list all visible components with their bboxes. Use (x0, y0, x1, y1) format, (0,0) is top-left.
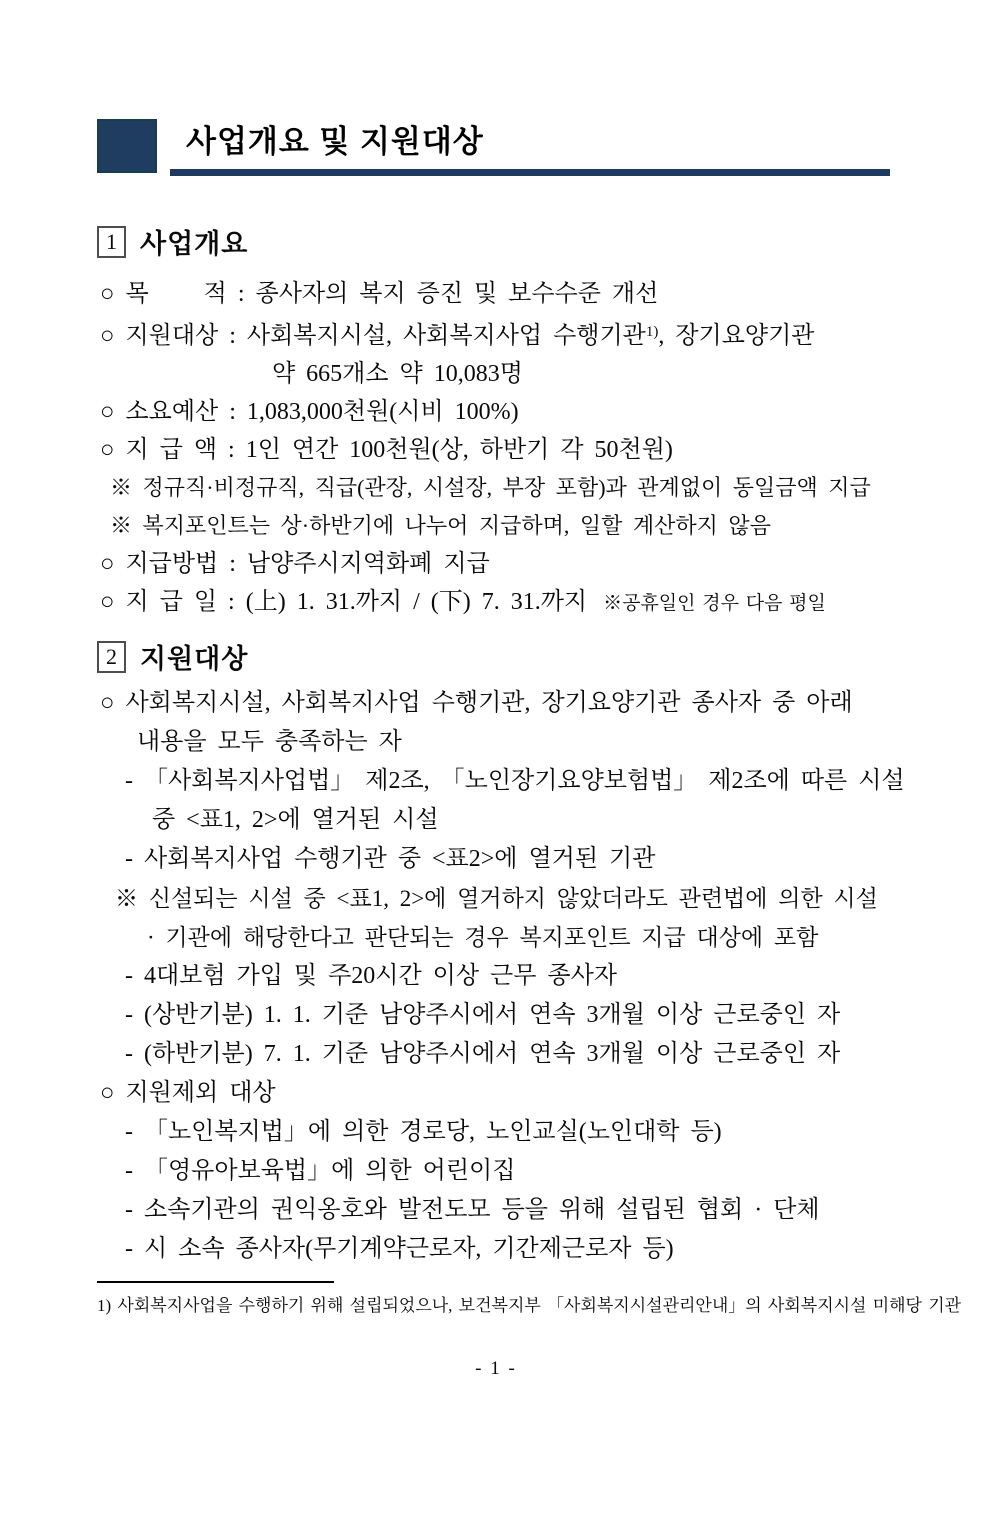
line-amount: ○ 지 급 액 : 1인 연간 100천원(상, 하반기 각 50천원) (100, 437, 673, 463)
page-number: - 1 - (475, 1358, 517, 1379)
header-underline (170, 169, 890, 176)
line-exclusion-3: - 소속기관의 권익옹호와 발전도모 등을 위해 설립된 협회 · 단체 (125, 1197, 820, 1223)
line-note-split-pay: ※ 복지포인트는 상·하반기에 나누어 지급하며, 일할 계산하지 않음 (110, 513, 771, 538)
section2-body (0, 684, 992, 1269)
line-support-target (0, 313, 992, 355)
line-support-target-tail: , 장기요양기관 (658, 323, 815, 349)
line-support-target-text: ○ 지원대상 : 사회복지시설, 사회복지사업 수행기관 (100, 323, 646, 349)
document-header (0, 118, 992, 176)
line-budget: ○ 소요예산 : 1,083,000천원(시비 100%) (100, 399, 519, 425)
line-exclusion-2: - 「영유아보육법」에 의한 어린이집 (125, 1158, 516, 1184)
header-accent-square (97, 119, 157, 173)
section2-number-box: 2 (97, 641, 126, 673)
line-exclusion-1: - 「노인복지법」에 의한 경로당, 노인교실(노인대학 등) (125, 1119, 722, 1145)
line-purpose: ○ 목 적 : 종사자의 복지 증진 및 보수수준 개선 (100, 281, 659, 307)
line-pay-date-text: ○ 지 급 일 : (上) 1. 31.까지 / (下) 7. 31.까지 (100, 589, 588, 615)
line-pay-date (0, 583, 992, 623)
line-insurance: - 4대보험 가입 및 주20시간 이상 근무 종사자 (125, 963, 617, 989)
line-note-equal-pay: ※ 정규직·비정규직, 직급(관장, 시설장, 부장 포함)과 관계없이 동일금액 지급 (110, 475, 871, 500)
section1-number-box: 1 (97, 226, 126, 258)
section1-heading (97, 222, 992, 261)
page-title: 사업개요 및 지원대상 (186, 124, 484, 159)
section2-heading (97, 637, 992, 676)
line-intro-1: ○ 사회복지시설, 사회복지사업 수행기관, 장기요양기관 종사자 중 아래 (100, 690, 853, 716)
line-support-target-cont: 약 665개소 약 10,083명 (272, 361, 523, 387)
line-note-new-facility: ※ 신설되는 시설 중 <표1, 2>에 열거하지 않았더라도 관련법에 의한 시설 (115, 886, 878, 911)
line-facility-law: - 「사회복지사업법」 제2조, 「노인장기요양보험법」 제2조에 따른 시설 (125, 768, 905, 794)
line-pay-method: ○ 지급방법 : 남양주시지역화폐 지급 (100, 551, 490, 577)
line-second-half: - (하반기분) 7. 1. 기준 남양주시에서 연속 3개월 이상 근로중인 자 (125, 1041, 841, 1067)
line-agency-table2: - 사회복지사업 수행기관 중 <표2>에 열거된 기관 (125, 846, 656, 872)
line-note-new-facility-cont: · 기관에 해당한다고 판단되는 경우 복지포인트 지급 대상에 포함 (147, 925, 819, 950)
footnote-ref-1: 1) (645, 324, 659, 340)
line-exclusion-title: ○ 지원제외 대상 (100, 1080, 276, 1106)
footnote-area (97, 1281, 992, 1316)
line-pay-date-note: ※공휴일인 경우 다음 평일 (603, 593, 826, 614)
line-first-half: - (상반기분) 1. 1. 기준 남양주시에서 연속 3개월 이상 근로중인 자 (125, 1002, 841, 1028)
line-intro-2: 내용을 모두 충족하는 자 (137, 729, 402, 755)
line-exclusion-4: - 시 소속 종사자(무기계약근로자, 기간제근로자 등) (125, 1236, 674, 1262)
section2-title: 지원대상 (140, 644, 249, 674)
footnote-text: 1) 사회복지사업을 수행하기 위해 설립되었으나, 보건복지부 「사회복지시설관리안내」의 사회복지시설 미해당 기관 (97, 1296, 962, 1315)
line-facility-law-cont: 중 <표1, 2>에 열거된 시설 (152, 807, 439, 833)
section1-body (0, 275, 992, 623)
section1-title: 사업개요 (140, 229, 249, 259)
footnote-separator (97, 1281, 334, 1283)
